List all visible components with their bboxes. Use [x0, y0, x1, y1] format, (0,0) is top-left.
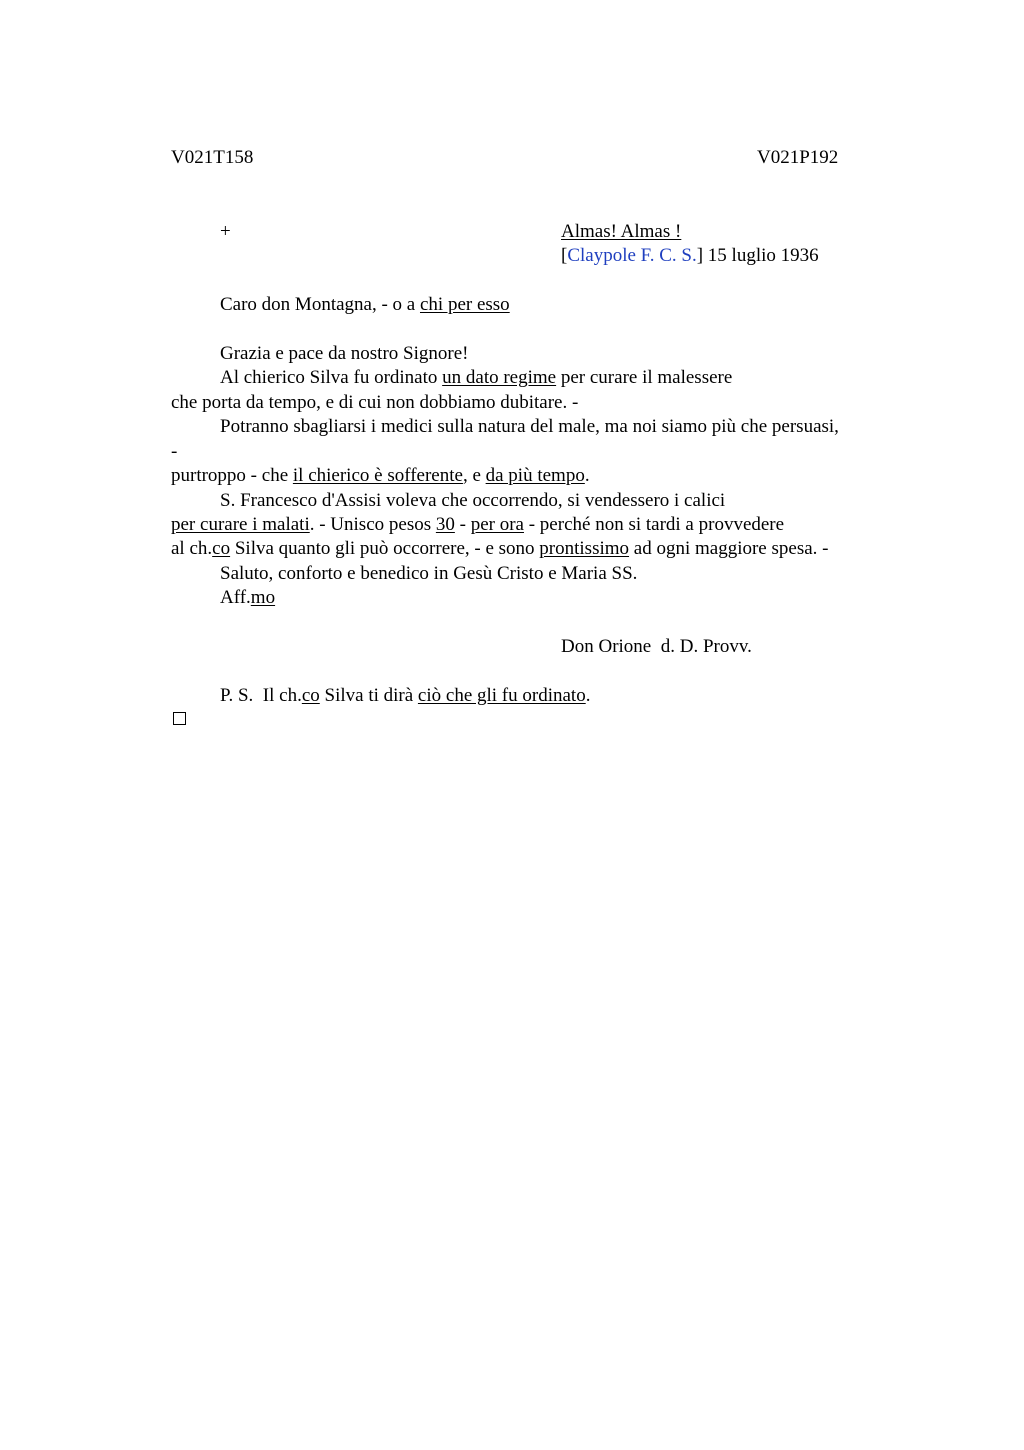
text-segment: Silva quanto gli può occorrere, - e sono	[230, 538, 540, 559]
paragraph-2-line-1: Potranno sbagliarsi i medici sulla natura del male, ma noi siamo più che persuasi,	[220, 416, 839, 437]
closing-line: Saluto, conforto e benedico in Gesù Cristo e Maria SS.	[220, 563, 638, 584]
signature: Don Orione d. D. Provv.	[561, 636, 752, 657]
bracket-open: [	[561, 245, 568, 266]
text-segment: .	[584, 465, 590, 486]
text-segment: purtroppo - che	[171, 465, 293, 486]
paragraph-2-line-2	[171, 464, 590, 488]
paragraph-1-line-1	[220, 366, 732, 390]
underlined-segment: mo	[250, 587, 276, 608]
text-segment: .	[585, 685, 591, 706]
postscript	[220, 684, 590, 708]
text-segment: -	[454, 514, 471, 535]
underlined-segment: 30	[435, 514, 455, 535]
cross-mark: +	[220, 221, 231, 242]
greeting: Grazia e pace da nostro Signore!	[220, 343, 469, 364]
checkbox-square-icon	[173, 712, 186, 725]
underlined-segment: un dato regime	[442, 367, 557, 388]
underlined-segment: per ora	[470, 514, 524, 535]
text-segment: - perché non si tardi a provvedere	[523, 514, 785, 535]
text-segment: al ch.	[171, 538, 213, 559]
text-segment: Al chierico Silva fu ordinato	[220, 367, 443, 388]
text-segment: . - Unisco pesos	[309, 514, 436, 535]
text-segment: per curare il malessere	[556, 367, 733, 388]
paragraph-2-dash: -	[171, 441, 178, 462]
salutation	[220, 293, 510, 317]
place-link[interactable]: Claypole F. C. S.	[567, 245, 697, 266]
paragraph-3-line-1: S. Francesco d'Assisi voleva che occorrendo, si vendessero i calici	[220, 490, 726, 511]
underlined-segment: ciò che gli fu ordinato	[417, 685, 586, 706]
salutation-underlined: chi per esso	[419, 294, 510, 315]
bracket-close: ]	[696, 245, 704, 266]
underlined-segment: il chierico è sofferente	[292, 465, 463, 486]
affectionate-sign-off	[220, 586, 275, 610]
text-segment: Silva ti dirà	[319, 685, 418, 706]
document-code-right: V021P192	[757, 147, 839, 168]
underlined-segment: per curare i malati	[171, 514, 310, 535]
text-segment: Aff.	[220, 587, 251, 608]
underlined-segment: da più tempo	[485, 465, 585, 486]
underlined-segment: prontissimo	[539, 538, 630, 559]
paragraph-1-line-2: che porta da tempo, e di cui non dobbiamo dubitare. -	[171, 392, 579, 413]
document-code-left: V021T158	[171, 147, 254, 168]
salutation-text: Caro don Montagna, - o a	[220, 294, 420, 315]
text-segment: , e	[462, 465, 486, 486]
letter-date: 15 luglio 1936	[703, 245, 819, 266]
place-date-line	[561, 244, 819, 268]
paragraph-3-line-2	[171, 513, 784, 537]
underlined-segment: co	[301, 685, 320, 706]
paragraph-3-line-3	[171, 537, 828, 561]
letter-heading: Almas! Almas !	[561, 221, 682, 242]
underlined-segment: co	[212, 538, 231, 559]
text-segment: ad ogni maggiore spesa. -	[629, 538, 829, 559]
text-segment: P. S. Il ch.	[220, 685, 302, 706]
